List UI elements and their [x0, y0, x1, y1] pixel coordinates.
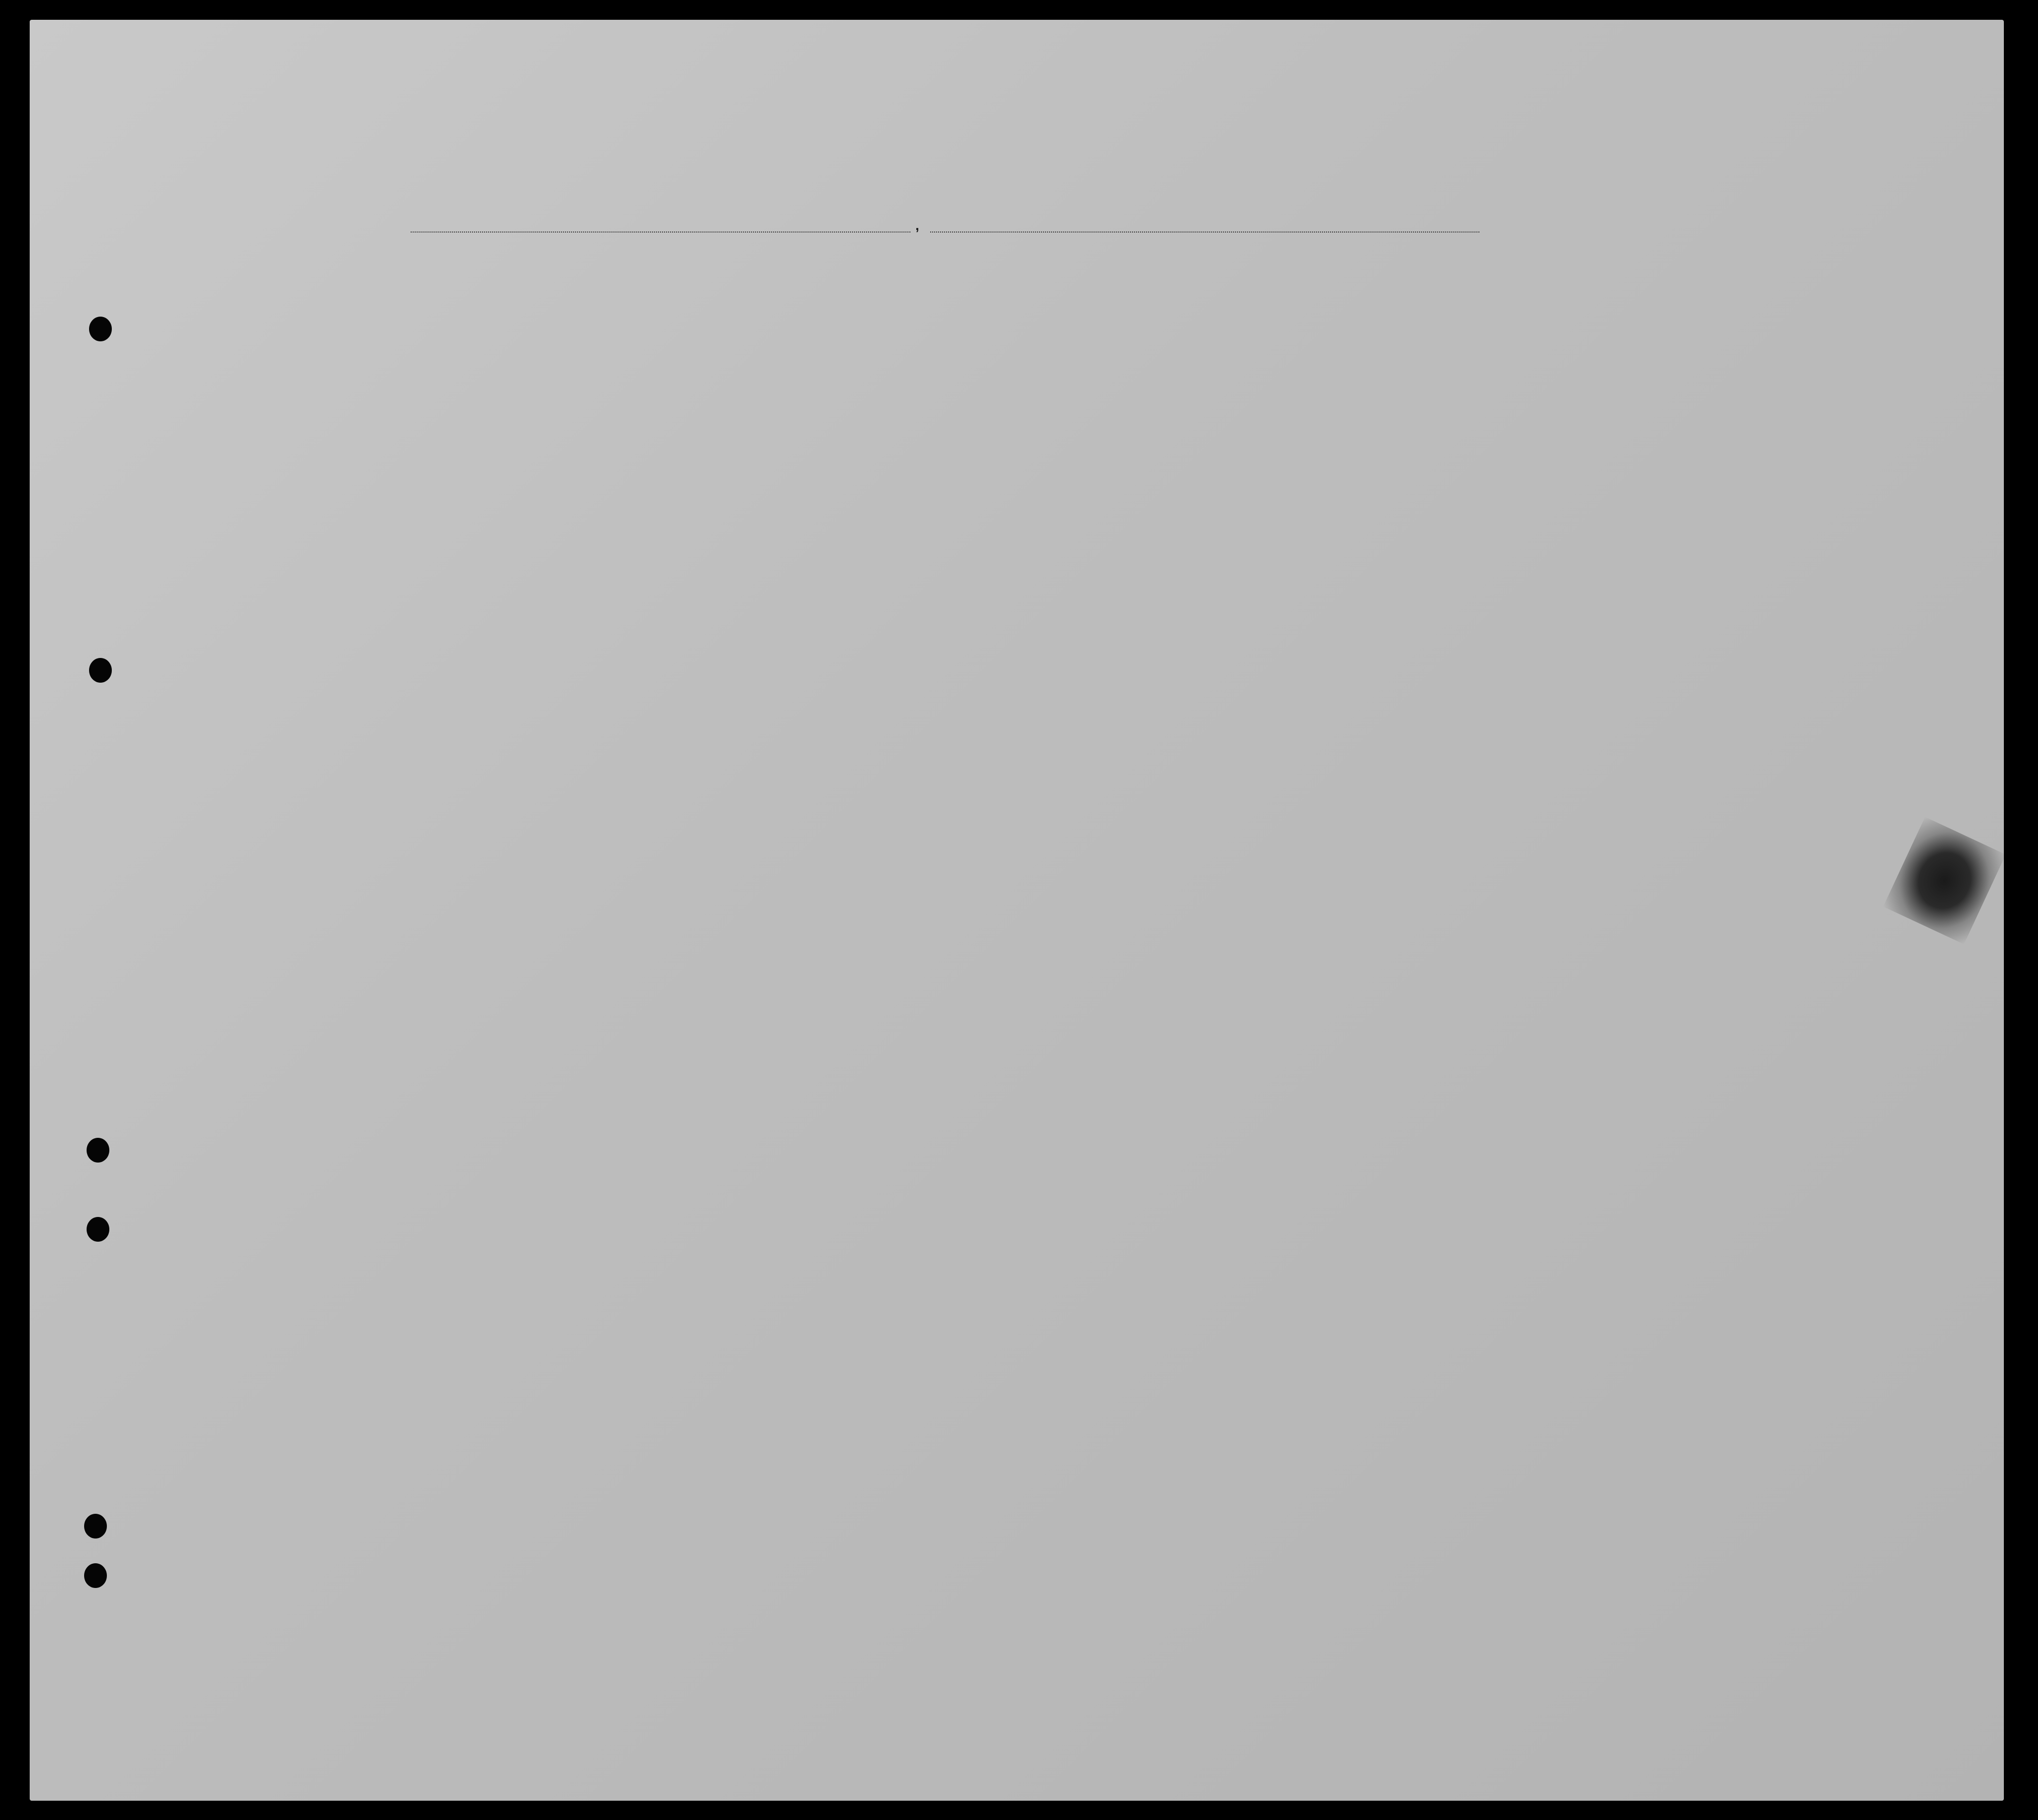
binder-hole — [84, 1514, 107, 1539]
binder-hole — [87, 1138, 109, 1163]
ruled-grid — [30, 20, 2004, 1801]
manifest-sheet — [30, 20, 2004, 1801]
port-underline — [411, 232, 910, 233]
binder-hole — [89, 658, 112, 683]
comma: , — [915, 218, 919, 233]
binder-hole — [84, 1563, 107, 1588]
binder-hole — [89, 317, 112, 341]
binder-hole — [87, 1217, 109, 1242]
date-underline — [930, 232, 1479, 233]
